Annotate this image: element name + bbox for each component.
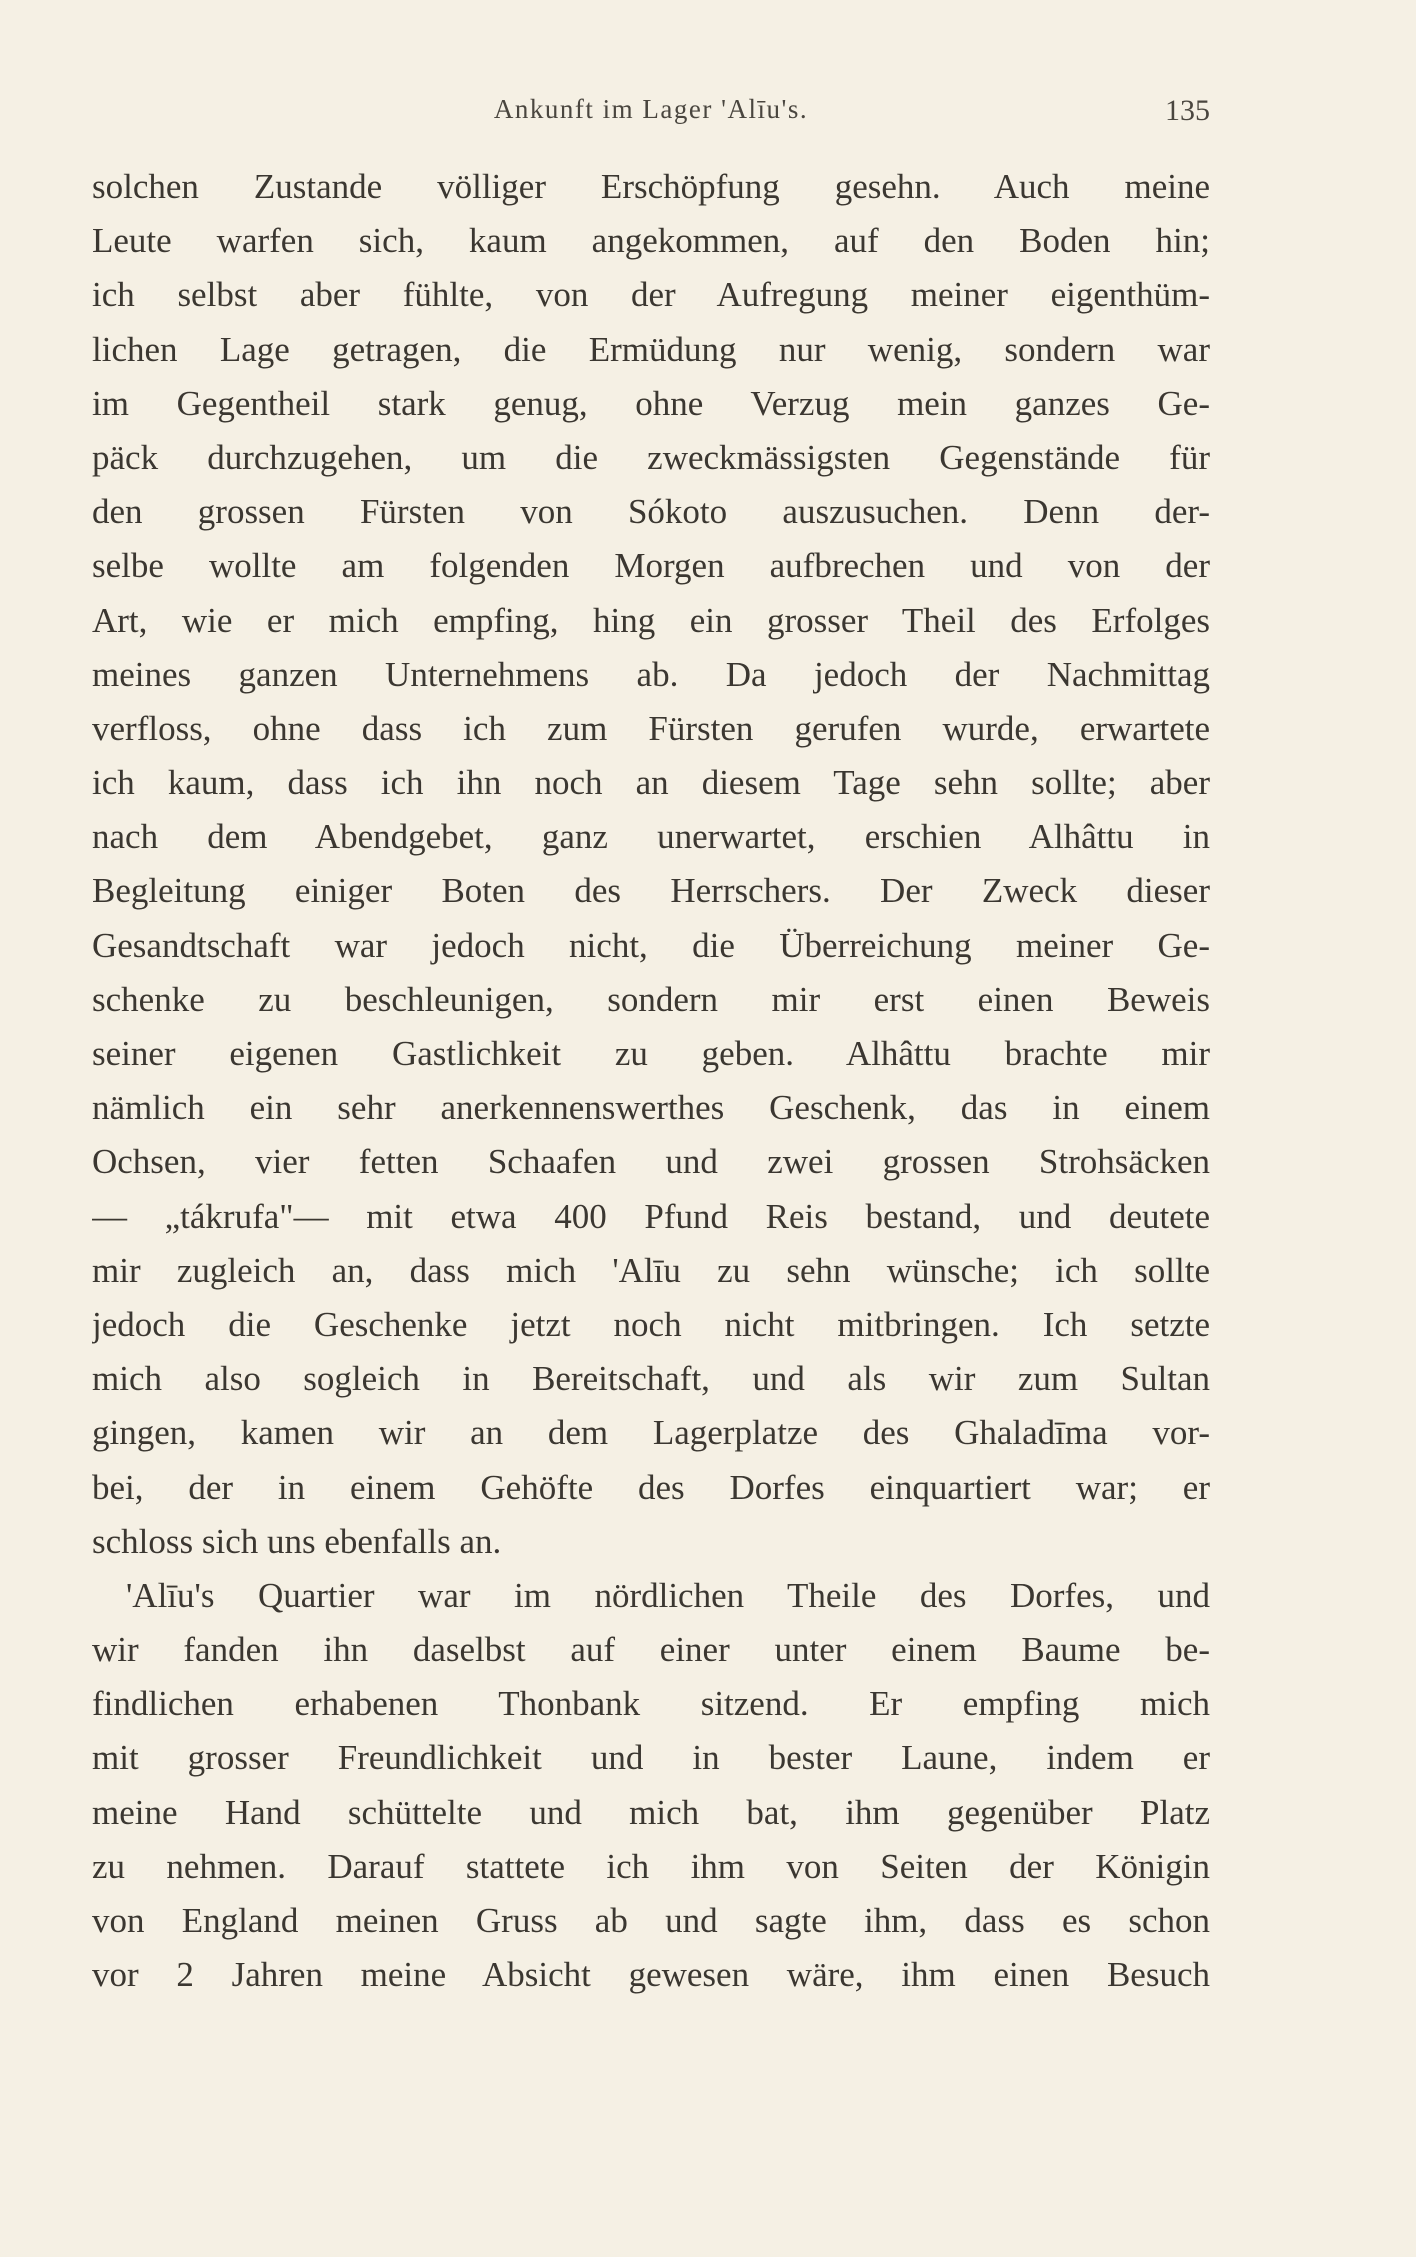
text-line: meine Hand schüttelte und mich bat, ihm gegenüber Platz	[92, 1792, 1210, 1832]
text-line: ich selbst aber fühlte, von der Aufregung meiner eigenthüm-	[92, 275, 1210, 315]
text-line: verfloss, ohne dass ich zum Fürsten gerufen wurde, erwartete	[92, 708, 1210, 748]
text-line: nämlich ein sehr anerkennenswerthes Geschenk, das in einem	[92, 1088, 1210, 1128]
text-line: lichen Lage getragen, die Ermüdung nur wenig, sondern war	[92, 329, 1210, 369]
text-line: Art, wie er mich empfing, hing ein grosser Theil des Erfolges	[92, 600, 1210, 640]
text-line: solchen Zustande völliger Erschöpfung gesehn. Auch meine	[92, 167, 1210, 206]
text-line: von England meinen Gruss ab und sagte ihm, dass es schon	[92, 1901, 1210, 1940]
text-line: mir zugleich an, dass mich 'Alīu zu sehn wünsche; ich sollte	[92, 1250, 1210, 1290]
text-line: den grossen Fürsten von Sókoto auszusuchen. Denn der-	[92, 492, 1210, 532]
text-line: ich kaum, dass ich ihn noch an diesem Tage sehn sollte; aber	[92, 763, 1210, 803]
text-line: Gesandtschaft war jedoch nicht, die Überreichung meiner Ge-	[92, 925, 1210, 965]
text-line: jedoch die Geschenke jetzt noch nicht mitbringen. Ich setzte	[92, 1304, 1210, 1344]
text-line: findlichen erhabenen Thonbank sitzend. Er empfing mich	[92, 1684, 1210, 1724]
text-line: wir fanden ihn daselbst auf einer unter einem Baume be-	[92, 1630, 1210, 1670]
text-line: zu nehmen. Darauf stattete ich ihm von Seiten der Königin	[92, 1846, 1210, 1886]
paragraph-2	[92, 1569, 1210, 2003]
text-line: päck durchzugehen, um die zweckmässigsten Gegenstände für	[92, 437, 1210, 477]
text-line: Begleitung einiger Boten des Herrschers. Der Zweck dieser	[92, 871, 1210, 911]
paragraph-1	[92, 160, 1210, 1569]
text-line: seiner eigenen Gastlichkeit zu geben. Alhâttu brachte mir	[92, 1034, 1210, 1073]
text-line: 'Alīu's Quartier war im nördlichen Theile des Dorfes, und	[126, 1575, 1210, 1615]
text-line: vor 2 Jahren meine Absicht gewesen wäre, ihm einen Besuch	[92, 1955, 1210, 1995]
text-line: im Gegentheil stark genug, ohne Verzug mein ganzes Ge-	[92, 383, 1210, 423]
body-text	[92, 160, 1210, 2002]
text-line: mit grosser Freundlichkeit und in bester Laune, indem er	[92, 1738, 1210, 1778]
running-title: Ankunft im Lager 'Alīu's.	[493, 94, 809, 124]
running-head	[92, 94, 1210, 134]
text-line: Ochsen, vier fetten Schaafen und zwei grossen Strohsäcken	[92, 1142, 1210, 1182]
text-line: selbe wollte am folgenden Morgen aufbrechen und von der	[92, 546, 1210, 586]
text-line: — „tákrufa"— mit etwa 400 Pfund Reis bestand, und deutete	[92, 1196, 1210, 1236]
text-line: gingen, kamen wir an dem Lagerplatze des Ghaladīma vor-	[92, 1413, 1210, 1453]
text-line: mich also sogleich in Bereitschaft, und als wir zum Sultan	[92, 1359, 1210, 1399]
text-line: schloss sich uns ebenfalls an.	[92, 1521, 502, 1561]
page-number: 135	[1165, 94, 1210, 127]
text-line: Leute warfen sich, kaum angekommen, auf den Boden hin;	[92, 221, 1210, 261]
text-line: schenke zu beschleunigen, sondern mir erst einen Beweis	[92, 979, 1210, 1019]
text-line: bei, der in einem Gehöfte des Dorfes einquartiert war; er	[92, 1467, 1210, 1507]
text-line: meines ganzen Unternehmens ab. Da jedoch der Nachmittag	[92, 654, 1210, 694]
text-line: nach dem Abendgebet, ganz unerwartet, erschien Alhâttu in	[92, 817, 1210, 857]
